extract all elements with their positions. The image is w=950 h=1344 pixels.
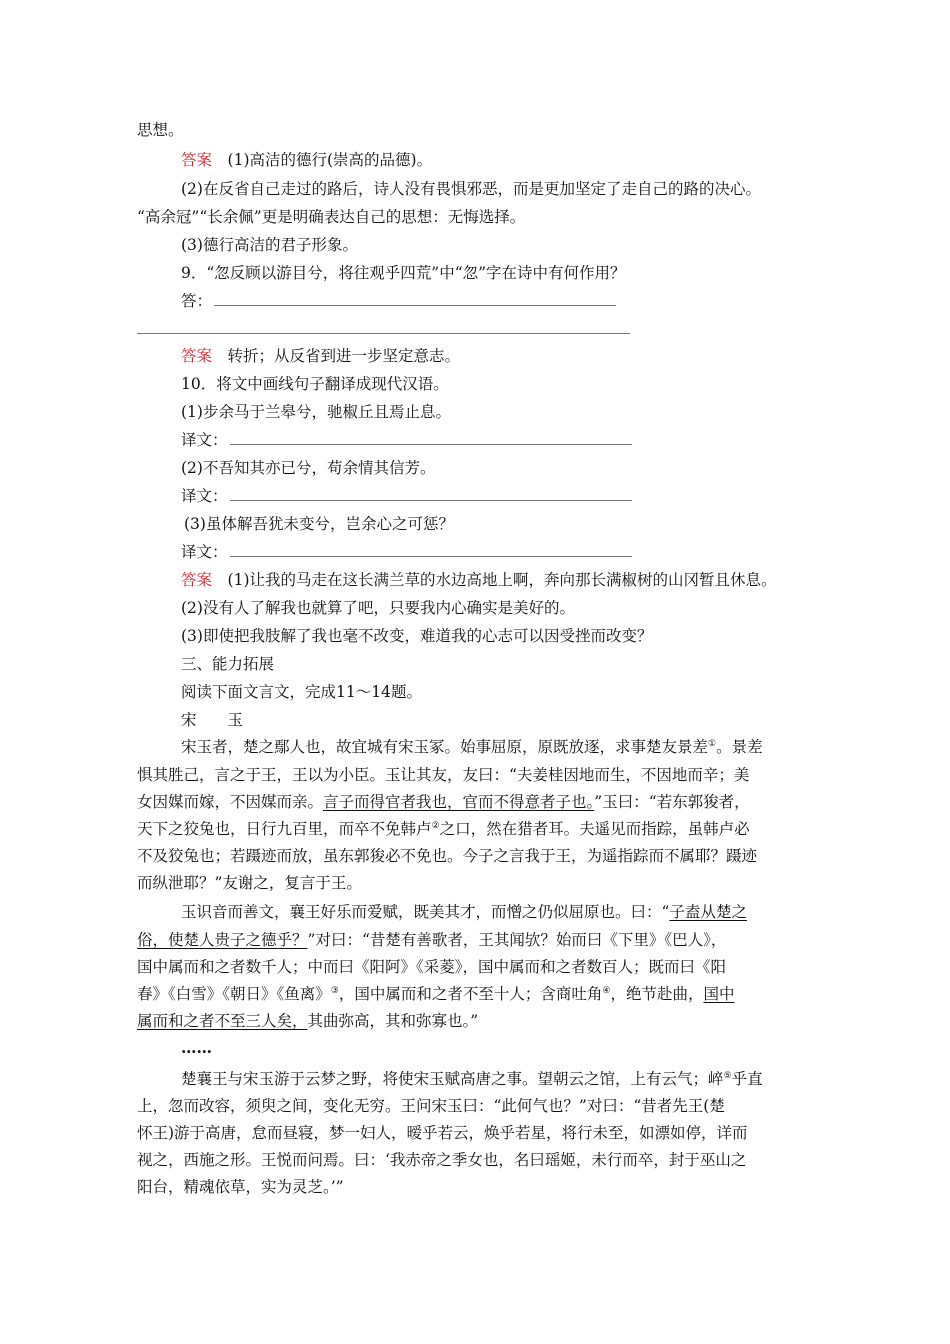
q10-sentence-1: (1)步余马于兰皋兮，驰椒丘且焉止息。 [181,403,451,421]
passage-p1-line6: 而纵泄耶？”友谢之，复言于王。 [137,874,362,892]
passage-p3-line1: 楚襄王与宋玉游于云梦之野，将使宋玉赋高唐之事。望朝云之馆，上有云气；崪⑤乎直 [181,1070,763,1088]
section-instruction: 阅读下面文言文，完成11～14题。 [181,683,422,701]
q9-answer: 答案 转折；从反省到进一步坚定意志。 [181,347,461,365]
underlined-sentence: 言子而得官者我也，官而不得意者子也。 [323,793,595,811]
q10-answer-1: 答案 (1)让我的马走在这长满兰草的水边高地上啊，奔向那长满椒树的山冈暂且休息。 [181,571,777,589]
q8-answer-3: (3)德行高洁的君子形象。 [181,236,358,254]
passage-title: 宋 玉 [181,711,244,729]
underlined-sentence: 俗，使楚人贵子之德乎？ [137,931,308,949]
q10-translation-2: 译文： [181,486,632,506]
passage-p1-line5: 不及狡兔也；若蹑迹而放，虽东郭狻必不免也。今子之言我于王，为遥指踪而不属耶？蹑迹 [137,847,758,865]
passage-p2-line1: 玉识音而善文，襄王好乐而爱赋，既美其才，而憎之仍似屈原也。曰：“子盍从楚之 [181,903,747,921]
q9-answer-line: 答： [181,291,616,311]
q10-question: 10．将文中画线句子翻译成现代汉语。 [181,375,449,393]
q10-sentence-2: (2)不吾知其亦已兮，苟余情其信芳。 [181,459,436,477]
passage-p3-line2: 上，忽而改容，须臾之间，变化无穷。王问宋玉曰：“此何气也？”对曰：“昔者先王(楚 [137,1097,725,1115]
passage-p3-line5: 阳台，精魂依草，实为灵芝。’” [137,1178,344,1196]
underlined-sentence: 子盍从楚之 [669,903,747,921]
answer-label: 答案 [181,151,213,169]
passage-p2-line2: 俗，使楚人贵子之德乎？”对曰：“昔楚有善歌者，王其闻欤？始而曰《下里》《巴人》， [137,931,727,949]
answer-label: 答案 [181,571,213,589]
q10-answer-2: (2)没有人了解我也就算了吧，只要我内心确实是美好的。 [181,599,575,617]
passage-ellipsis: …… [181,1038,212,1057]
passage-p1-line1: 宋玉者，楚之鄢人也，故宜城有宋玉冢。始事屈原，原既放逐，求事楚友景差①。景差 [181,738,763,756]
passage-p1-line4: 天下之狡兔也，日行九百里，而卒不免韩卢②之口，然在猎者耳。夫遥见而指踪，虽韩卢必 [137,820,750,838]
intro-tail: 思想。 [137,121,184,139]
answer-blank [230,430,632,445]
underlined-sentence: 国中 [703,985,735,1003]
answer-blank [214,291,616,306]
passage-p2-line4: 春》《白雪》《朝日》《鱼离》③，国中属而和之者不至十人；含商吐角④，绝节赴曲，国中 [137,985,735,1003]
q10-sentence-3: (3)虽体解吾犹未变兮，岂余心之可惩？ [184,515,454,533]
underlined-sentence: 属而和之者不至三人矣， [137,1012,308,1030]
q8-answer-1: 答案 (1)高洁的德行(崇高的品德)。 [181,151,433,169]
section-heading: 三、能力拓展 [181,655,275,673]
answer-blank [230,486,632,501]
answer-blank-rule [137,333,630,334]
q10-translation-3: 译文： [181,542,632,562]
passage-p1-line2: 惧其胜己，言之于王，王以为小臣。玉让其友，友曰：“夫姜桂因地而生，不因地而辛；美 [137,766,750,784]
q8-answer-2-line2: “高余冠”“长余佩”更是明确表达自己的思想：无悔选择。 [137,208,526,226]
answer-label: 答案 [181,347,213,365]
passage-p1-line3: 女因媒而嫁，不因媒而亲。言子而得官者我也，官而不得意者子也。”玉曰：“若东郭狻者， [137,793,750,811]
passage-p3-line3: 怀王)游于高唐，怠而昼寝，梦一妇人，暧乎若云，焕乎若星，将行未至，如漂如停，详而 [137,1124,748,1142]
passage-p2-line3: 国中属而和之者数千人；中而曰《阳阿》《采菱》，国中属而和之者数百人；既而曰《阳 [137,958,727,976]
q8-answer-2-line1: (2)在反省自己走过的路后，诗人没有畏惧邪恶，而是更加坚定了走自己的路的决心。 [181,180,761,198]
passage-p3-line4: 视之，西施之形。王悦而问焉。曰：‘我赤帝之季女也，名曰瑶姬，未行而卒，封于巫山之 [137,1151,747,1169]
q10-translation-1: 译文： [181,430,632,450]
passage-p2-line5: 属而和之者不至三人矣，其曲弥高，其和弥寡也。” [137,1012,479,1030]
answer-blank [230,542,632,557]
q10-answer-3: (3)即使把我肢解了我也毫不改变，难道我的心志可以因受挫而改变？ [181,627,653,645]
q9-question: 9．“忽反顾以游目兮，将往观乎四荒”中“忽”字在诗中有何作用？ [181,264,626,282]
